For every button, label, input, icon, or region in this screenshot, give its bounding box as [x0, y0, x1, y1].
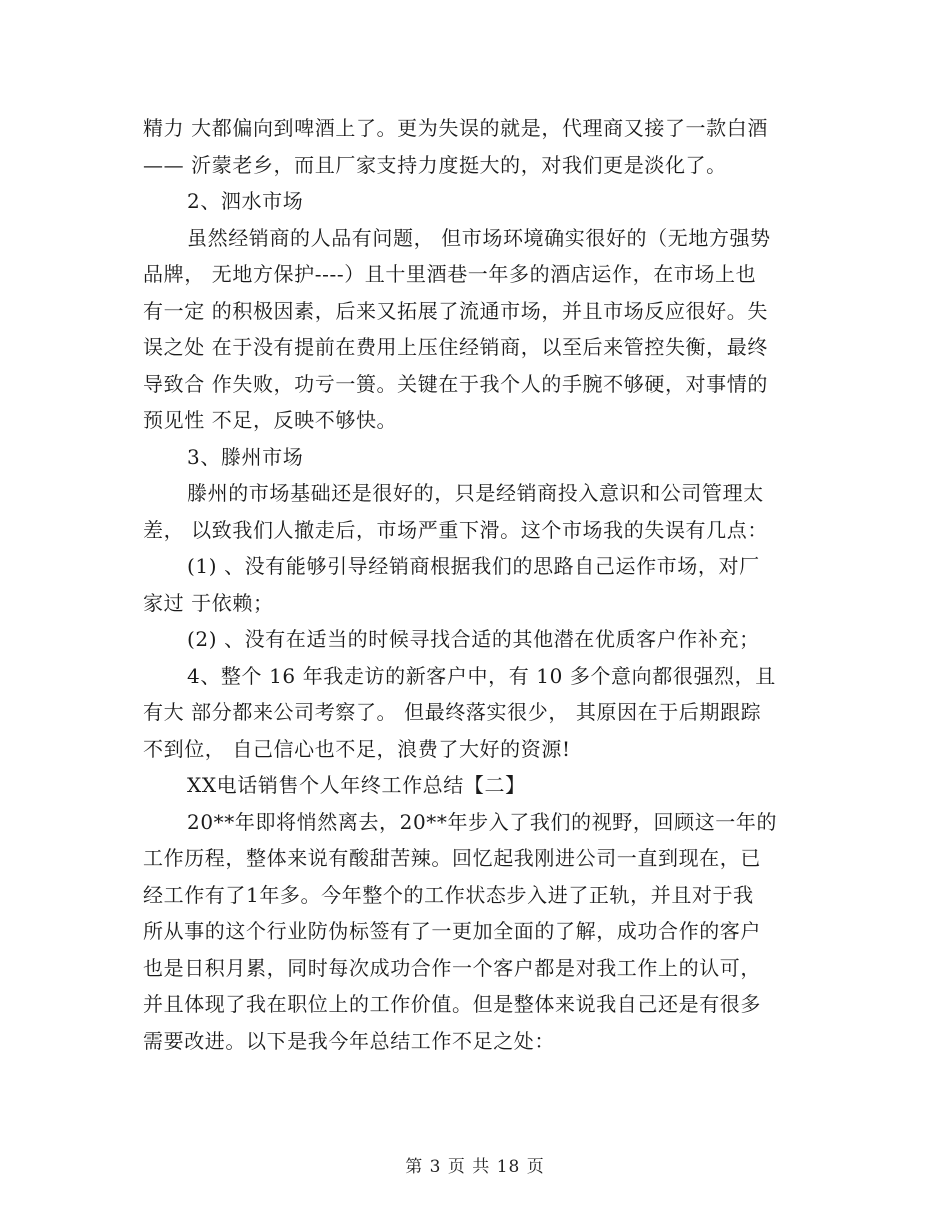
text-line: 虽然经销商的人品有问题， 但市场环境确实很好的（无地方强势 [187, 225, 771, 250]
text-line: 工作历程，整体来说有酸甜苦辣。回忆起我刚进公司一直到现在，已 [143, 846, 761, 870]
text-line: 差， 以致我们人撤走后，市场严重下滑。这个市场我的失误有几点： [143, 517, 768, 542]
text-line: 有一定 的积极因素，后来又拓展了流通市场，并且市场反应很好。失 [143, 298, 768, 323]
text-line: 误之处 在于没有提前在费用上压住经销商，以至后来管控失衡，最终 [143, 335, 768, 359]
text-line: (1) 、没有能够引导经销商根据我们的思路自己运作市场，对厂 [187, 554, 760, 578]
text-line: 经工作有了1年多。今年整个的工作状态步入进了正轨，并且对于我 [143, 882, 754, 907]
text-line: 也是日积月累，同时每次成功合作一个客户都是对我工作上的认可， [143, 955, 761, 980]
text-line: 滕州的市场基础还是很好的，只是经销商投入意识和公司管理太 [187, 481, 764, 505]
text-line: 预见性 不足，反映不够快。 [143, 408, 398, 432]
text-line: 3、滕州市场 [187, 444, 304, 469]
text-line: 2、泗水市场 [187, 189, 304, 213]
document-body [143, 110, 808, 1059]
text-line: 4、整个 16 年我走访的新客户中，有 10 多个意向都很强烈，且 [187, 663, 776, 688]
text-line: 需要改进。以下是我今年总结工作不足之处： [143, 1028, 555, 1053]
text-line: 精力 大都偏向到啤酒上了。更为失误的就是，代理商又接了一款白酒 [143, 116, 768, 140]
text-line: —— 沂蒙老乡，而且厂家支持力度挺大的，对我们更是淡化了。 [143, 152, 727, 177]
text-line: (2) 、没有在适当的时候寻找合适的其他潜在优质客户作补充； [187, 627, 760, 651]
text-line: XX电话销售个人年终工作总结【二】 [187, 773, 526, 797]
text-line: 所从事的这个行业防伪标签有了一更加全面的了解，成功合作的客户 [143, 919, 761, 943]
text-line: 不到位， 自己信心也不足，浪费了大好的资源! [143, 736, 571, 761]
text-line: 20**年即将悄然离去，20**年步入了我们的视野，回顾这一年的 [187, 809, 778, 834]
text-line: 家过 于依赖； [143, 590, 274, 615]
text-line: 有大 部分都来公司考察了。 但最终落实很少， 其原因在于后期跟踪 [143, 700, 762, 724]
text-line: 品牌， 无地方保护----）且十里酒巷一年多的酒店运作，在市场上也 [143, 262, 757, 286]
text-line: 并且体现了我在职位上的工作价值。但是整体来说我自己还是有很多 [143, 992, 761, 1016]
page-footer: 第 3 页 共 18 页 [405, 1157, 545, 1177]
text-line: 导致合 作失败，功亏一篑。关键在于我个人的手腕不够硬，对事情的 [143, 371, 768, 396]
